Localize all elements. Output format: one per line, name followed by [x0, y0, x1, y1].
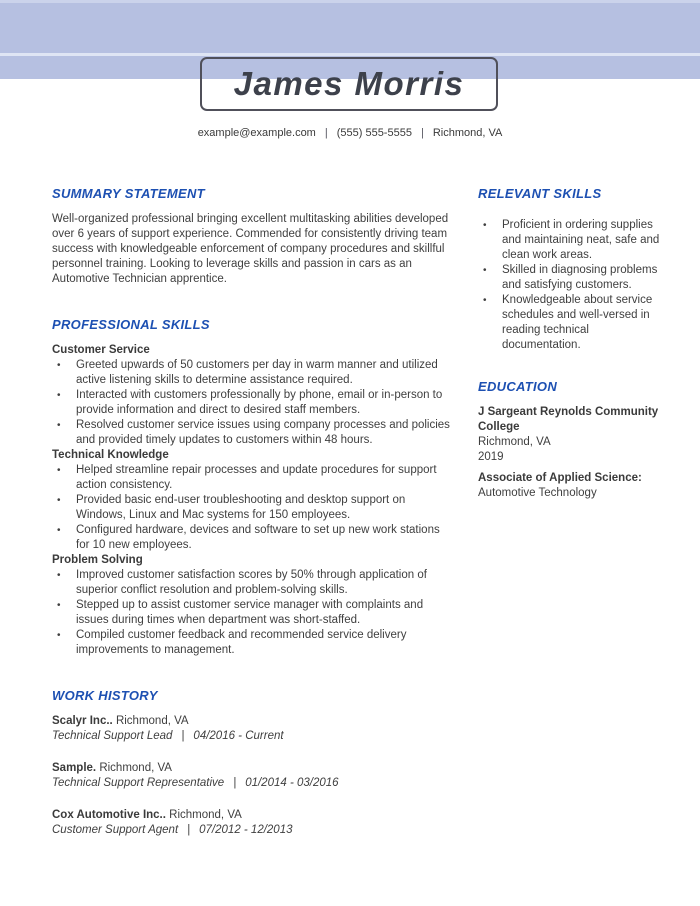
relevant-skills-heading: RELEVANT SKILLS: [478, 186, 602, 201]
skill-group-title: Problem Solving: [52, 554, 143, 566]
list-item: [52, 523, 450, 553]
professional-skills-heading: PROFESSIONAL SKILLS: [52, 317, 210, 332]
relevant-skills-list: [478, 218, 664, 353]
list-item: [478, 263, 664, 293]
job-separator: |: [181, 730, 185, 742]
bullet-text: Compiled customer feedback and recommended service delivery improvements to management.: [76, 629, 407, 656]
skill-group-list: [52, 463, 450, 553]
skill-group-title: Customer Service: [52, 344, 150, 356]
list-item: [52, 493, 450, 523]
list-item: [478, 293, 664, 353]
contact-email: example@example.com: [197, 127, 316, 139]
job-location: Richmond, VA: [115, 715, 189, 727]
bullet-icon: •: [483, 220, 487, 231]
summary-heading: SUMMARY STATEMENT: [52, 186, 205, 201]
contact-line: [0, 127, 700, 139]
list-item: [478, 218, 664, 263]
summary-text: Well-organized professional bringing excellent multitasking abilities developed over 6 years of support experience. Commended for consistently driving team success with knowledgeable enforcement of company procedures and skillful personnel training. Looking to leverage skills and passion in cars as an Automotive Technician apprentice.: [52, 213, 449, 285]
job-title: Technical Support Lead: [52, 730, 173, 742]
bullet-icon: •: [57, 390, 61, 401]
bullet-icon: •: [57, 630, 61, 641]
page-title: James Morris: [233, 65, 465, 102]
list-item: [52, 628, 450, 658]
job-dates: 01/2014 - 03/2016: [245, 777, 339, 789]
education-degree: Associate of Applied Science:: [478, 472, 642, 484]
bullet-text: Provided basic end-user troubleshooting and desktop support on Windows, Linux and Mac systems for 150 employees.: [76, 494, 406, 521]
list-item: [52, 568, 450, 598]
job-dates: 04/2016 - Current: [193, 730, 284, 742]
contact-phone: (555) 555-5555: [336, 127, 412, 139]
skill-group-title: Technical Knowledge: [52, 449, 169, 461]
job-separator: |: [233, 777, 237, 789]
bullet-icon: •: [57, 570, 61, 581]
skill-group-list: [52, 358, 450, 448]
bullet-icon: •: [57, 420, 61, 431]
bullet-text: Stepped up to assist customer service manager with complaints and issues during times when department was short-staffed.: [76, 599, 424, 626]
job-role-line: [52, 776, 450, 791]
education-heading: EDUCATION: [478, 379, 558, 394]
job-company: Sample.: [52, 762, 97, 774]
bullet-text: Improved customer satisfaction scores by 50% through application of superior conflict resolution and problem-solving skills.: [76, 569, 427, 596]
job-role-line: [52, 729, 450, 744]
list-item: [52, 463, 450, 493]
bullet-text: Skilled in diagnosing problems and satisfying customers.: [502, 264, 658, 291]
list-item: [52, 418, 450, 448]
bullet-text: Greeted upwards of 50 customers per day in warm manner and utilized active listening skills to determine assistance required.: [76, 359, 438, 386]
education-location: Richmond, VA: [478, 436, 551, 448]
job-company: Scalyr Inc..: [52, 715, 113, 727]
bullet-text: Helped streamline repair processes and update procedures for support action consistency.: [76, 464, 437, 491]
job-title: Customer Support Agent: [52, 824, 179, 836]
bullet-icon: •: [57, 525, 61, 536]
right-column: [478, 186, 664, 838]
section-education: [478, 379, 664, 501]
bullet-icon: •: [483, 295, 487, 306]
bullet-icon: •: [57, 360, 61, 371]
education-field: Automotive Technology: [478, 487, 597, 499]
list-item: [52, 358, 450, 388]
header-band: [0, 3, 700, 53]
job-title: Technical Support Representative: [52, 777, 225, 789]
job-role-line: [52, 823, 450, 838]
bullet-icon: •: [57, 600, 61, 611]
section-relevant-skills: [478, 186, 664, 353]
section-work-history: [52, 688, 450, 838]
bullet-icon: •: [483, 265, 487, 276]
job-company-line: [52, 808, 450, 823]
list-item: [52, 388, 450, 418]
job-company-line: [52, 761, 450, 776]
job-company: Cox Automotive Inc..: [52, 809, 166, 821]
bullet-text: Configured hardware, devices and software to set up new work stations for 10 new employees.: [76, 524, 440, 551]
job-location: Richmond, VA: [99, 762, 172, 774]
job-entry: [52, 714, 450, 744]
job-entry: [52, 761, 450, 791]
bullet-text: Proficient in ordering supplies and maintaining neat, safe and clean work areas.: [502, 219, 660, 261]
contact-separator: |: [324, 127, 328, 139]
contact-separator: |: [420, 127, 424, 139]
bullet-text: Knowledgeable about service schedules and well-versed in reading technical documentation.: [502, 294, 653, 351]
contact-location: Richmond, VA: [432, 127, 503, 139]
work-history-heading: WORK HISTORY: [52, 688, 158, 703]
skill-group-list: [52, 568, 450, 658]
bullet-icon: •: [57, 495, 61, 506]
job-separator: |: [187, 824, 191, 836]
content-columns: [52, 186, 664, 838]
bullet-icon: •: [57, 465, 61, 476]
section-summary: [52, 186, 450, 287]
job-dates: 07/2012 - 12/2013: [199, 824, 293, 836]
bullet-text: Resolved customer service issues using company processes and policies and provided timely updates to customers within 48 hours.: [76, 419, 450, 446]
education-school: J Sargeant Reynolds Community College: [478, 406, 659, 433]
bullet-text: Interacted with customers professionally by phone, email or in-person to provide information and direct to desired staff members.: [76, 389, 443, 416]
job-location: Richmond, VA: [169, 809, 242, 821]
name-box: [200, 57, 498, 111]
left-column: [52, 186, 450, 838]
job-company-line: [52, 714, 450, 729]
list-item: [52, 598, 450, 628]
education-year: 2019: [478, 451, 504, 463]
job-entry: [52, 808, 450, 838]
section-professional-skills: [52, 317, 450, 658]
